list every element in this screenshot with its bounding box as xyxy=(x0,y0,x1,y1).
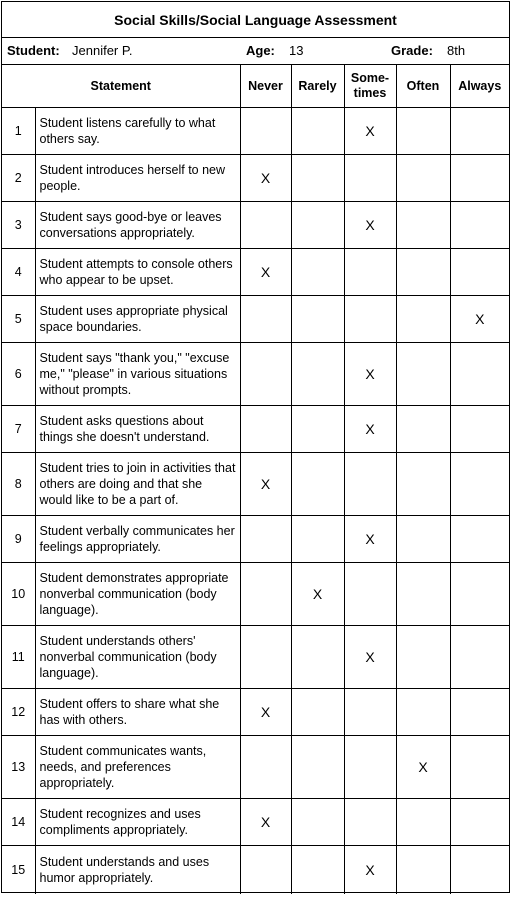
table-row xyxy=(2,689,509,736)
col-sometimes-line2: times xyxy=(353,86,387,100)
student-info-row xyxy=(2,38,509,65)
rating-cell-never xyxy=(240,626,291,689)
rating-cell-always xyxy=(450,155,509,202)
row-number: 6 xyxy=(2,343,35,406)
table-row xyxy=(2,736,509,799)
rating-mark: X xyxy=(475,311,485,327)
col-always: Always xyxy=(450,65,509,108)
rating-cell-rarely xyxy=(291,516,344,563)
row-number: 12 xyxy=(2,689,35,736)
table-row xyxy=(2,563,509,626)
rating-cell-sometimes xyxy=(344,202,396,249)
rating-cell-always xyxy=(450,296,509,343)
grade-value: 8th xyxy=(447,43,466,58)
row-statement: Student offers to share what she has with others. xyxy=(35,689,240,736)
row-statement: Student understands others' nonverbal communication (body language). xyxy=(35,626,240,689)
rating-cell-never xyxy=(240,406,291,453)
rating-cell-sometimes xyxy=(344,689,396,736)
rating-cell-often xyxy=(396,453,450,516)
table-row xyxy=(2,343,509,406)
rating-cell-rarely xyxy=(291,296,344,343)
rating-mark: X xyxy=(365,123,375,139)
rating-cell-rarely xyxy=(291,155,344,202)
rating-cell-never xyxy=(240,343,291,406)
rating-mark: X xyxy=(418,759,428,775)
table-row xyxy=(2,626,509,689)
rating-cell-never xyxy=(240,563,291,626)
student-name: Jennifer P. xyxy=(72,43,133,58)
row-statement: Student demonstrates appropriate nonverbal communication (body language). xyxy=(35,563,240,626)
rating-cell-always xyxy=(450,736,509,799)
rating-cell-often xyxy=(396,406,450,453)
rating-cell-always xyxy=(450,799,509,846)
row-number: 2 xyxy=(2,155,35,202)
rating-mark: X xyxy=(260,170,271,186)
col-often: Often xyxy=(396,65,450,108)
row-statement: Student understands and uses humor appropriately. xyxy=(35,846,240,894)
rating-cell-sometimes xyxy=(344,563,396,626)
rating-cell-rarely xyxy=(291,249,344,296)
rating-cell-often xyxy=(396,799,450,846)
row-number: 4 xyxy=(2,249,35,296)
table-row xyxy=(2,799,509,846)
table-row xyxy=(2,296,509,343)
rating-mark: X xyxy=(365,366,375,382)
rating-cell-rarely xyxy=(291,406,344,453)
assessment-form xyxy=(1,1,510,893)
row-number: 5 xyxy=(2,296,35,343)
rating-cell-often xyxy=(396,296,450,343)
rating-mark: X xyxy=(365,421,375,437)
rating-cell-never xyxy=(240,846,291,894)
rating-cell-always xyxy=(450,846,509,894)
rating-cell-rarely xyxy=(291,799,344,846)
age-value: 13 xyxy=(289,43,304,58)
rating-cell-always xyxy=(450,563,509,626)
grade-label: Grade: xyxy=(391,43,433,58)
rating-cell-sometimes xyxy=(344,846,396,894)
rating-cell-rarely xyxy=(291,563,344,626)
rating-cell-often xyxy=(396,249,450,296)
rating-cell-never xyxy=(240,516,291,563)
rating-cell-rarely xyxy=(291,689,344,736)
age-label: Age: xyxy=(246,43,275,58)
row-number: 3 xyxy=(2,202,35,249)
row-number: 1 xyxy=(2,108,35,155)
assessment-table xyxy=(2,65,509,894)
form-title: Social Skills/Social Language Assessment xyxy=(2,2,509,38)
rating-cell-often xyxy=(396,155,450,202)
rating-cell-always xyxy=(450,626,509,689)
row-statement: Student introduces herself to new people. xyxy=(35,155,240,202)
rating-cell-often xyxy=(396,689,450,736)
rating-cell-sometimes xyxy=(344,736,396,799)
rating-cell-often xyxy=(396,202,450,249)
assessment-rows xyxy=(2,108,509,894)
row-number: 10 xyxy=(2,563,35,626)
rating-mark: X xyxy=(260,814,271,830)
rating-cell-often xyxy=(396,626,450,689)
col-never: Never xyxy=(240,65,291,108)
row-number: 11 xyxy=(2,626,35,689)
row-number: 7 xyxy=(2,406,35,453)
rating-cell-never xyxy=(240,736,291,799)
row-statement: Student verbally communicates her feelings appropriately. xyxy=(35,516,240,563)
rating-cell-never xyxy=(240,296,291,343)
rating-cell-never xyxy=(240,799,291,846)
row-statement: Student communicates wants, needs, and preferences appropriately. xyxy=(35,736,240,799)
rating-cell-always xyxy=(450,689,509,736)
rating-cell-sometimes xyxy=(344,155,396,202)
rating-cell-never xyxy=(240,453,291,516)
row-statement: Student tries to join in activities that others are doing and that she would like to be a part of. xyxy=(35,453,240,516)
col-sometimes-line1: Some- xyxy=(350,71,390,85)
rating-cell-always xyxy=(450,202,509,249)
header-row xyxy=(2,65,509,108)
rating-cell-sometimes xyxy=(344,799,396,846)
table-row xyxy=(2,155,509,202)
rating-mark: X xyxy=(260,476,271,492)
rating-cell-often xyxy=(396,108,450,155)
table-row xyxy=(2,108,509,155)
row-number: 15 xyxy=(2,846,35,894)
table-row xyxy=(2,846,509,894)
student-label: Student: xyxy=(7,43,60,58)
table-row xyxy=(2,453,509,516)
rating-mark: X xyxy=(365,649,375,665)
rating-cell-sometimes xyxy=(344,626,396,689)
rating-mark: X xyxy=(260,704,271,720)
rating-cell-sometimes xyxy=(344,406,396,453)
rating-cell-often xyxy=(396,846,450,894)
rating-cell-rarely xyxy=(291,846,344,894)
col-sometimes xyxy=(344,65,396,108)
col-rarely: Rarely xyxy=(291,65,344,108)
rating-cell-sometimes xyxy=(344,249,396,296)
rating-cell-rarely xyxy=(291,453,344,516)
rating-cell-often xyxy=(396,563,450,626)
rating-mark: X xyxy=(312,586,323,602)
row-statement: Student attempts to console others who appear to be upset. xyxy=(35,249,240,296)
row-statement: Student asks questions about things she doesn't understand. xyxy=(35,406,240,453)
rating-mark: X xyxy=(365,531,375,547)
rating-cell-never xyxy=(240,155,291,202)
row-statement: Student uses appropriate physical space boundaries. xyxy=(35,296,240,343)
rating-cell-rarely xyxy=(291,736,344,799)
rating-cell-rarely xyxy=(291,343,344,406)
rating-cell-often xyxy=(396,343,450,406)
rating-cell-rarely xyxy=(291,108,344,155)
rating-mark: X xyxy=(365,861,375,878)
table-row xyxy=(2,202,509,249)
rating-cell-always xyxy=(450,343,509,406)
rating-cell-never xyxy=(240,249,291,296)
rating-cell-sometimes xyxy=(344,343,396,406)
row-number: 14 xyxy=(2,799,35,846)
table-row xyxy=(2,406,509,453)
rating-cell-rarely xyxy=(291,202,344,249)
rating-cell-sometimes xyxy=(344,108,396,155)
rating-cell-often xyxy=(396,516,450,563)
row-statement: Student says "thank you," "excuse me," "please" in various situations without prompts. xyxy=(35,343,240,406)
table-row xyxy=(2,516,509,563)
row-number: 13 xyxy=(2,736,35,799)
row-number: 8 xyxy=(2,453,35,516)
rating-cell-sometimes xyxy=(344,516,396,563)
rating-cell-always xyxy=(450,249,509,296)
rating-cell-often xyxy=(396,736,450,799)
row-statement: Student listens carefully to what others say. xyxy=(35,108,240,155)
rating-cell-always xyxy=(450,406,509,453)
rating-mark: X xyxy=(365,217,375,233)
rating-cell-never xyxy=(240,689,291,736)
row-statement: Student says good-bye or leaves conversations appropriately. xyxy=(35,202,240,249)
rating-cell-always xyxy=(450,516,509,563)
col-statement: Statement xyxy=(2,65,240,108)
rating-cell-never xyxy=(240,202,291,249)
rating-mark: X xyxy=(260,264,271,280)
row-statement: Student recognizes and uses compliments appropriately. xyxy=(35,799,240,846)
rating-cell-rarely xyxy=(291,626,344,689)
table-row xyxy=(2,249,509,296)
rating-cell-always xyxy=(450,453,509,516)
rating-cell-always xyxy=(450,108,509,155)
rating-cell-sometimes xyxy=(344,296,396,343)
row-number: 9 xyxy=(2,516,35,563)
rating-cell-never xyxy=(240,108,291,155)
rating-cell-sometimes xyxy=(344,453,396,516)
